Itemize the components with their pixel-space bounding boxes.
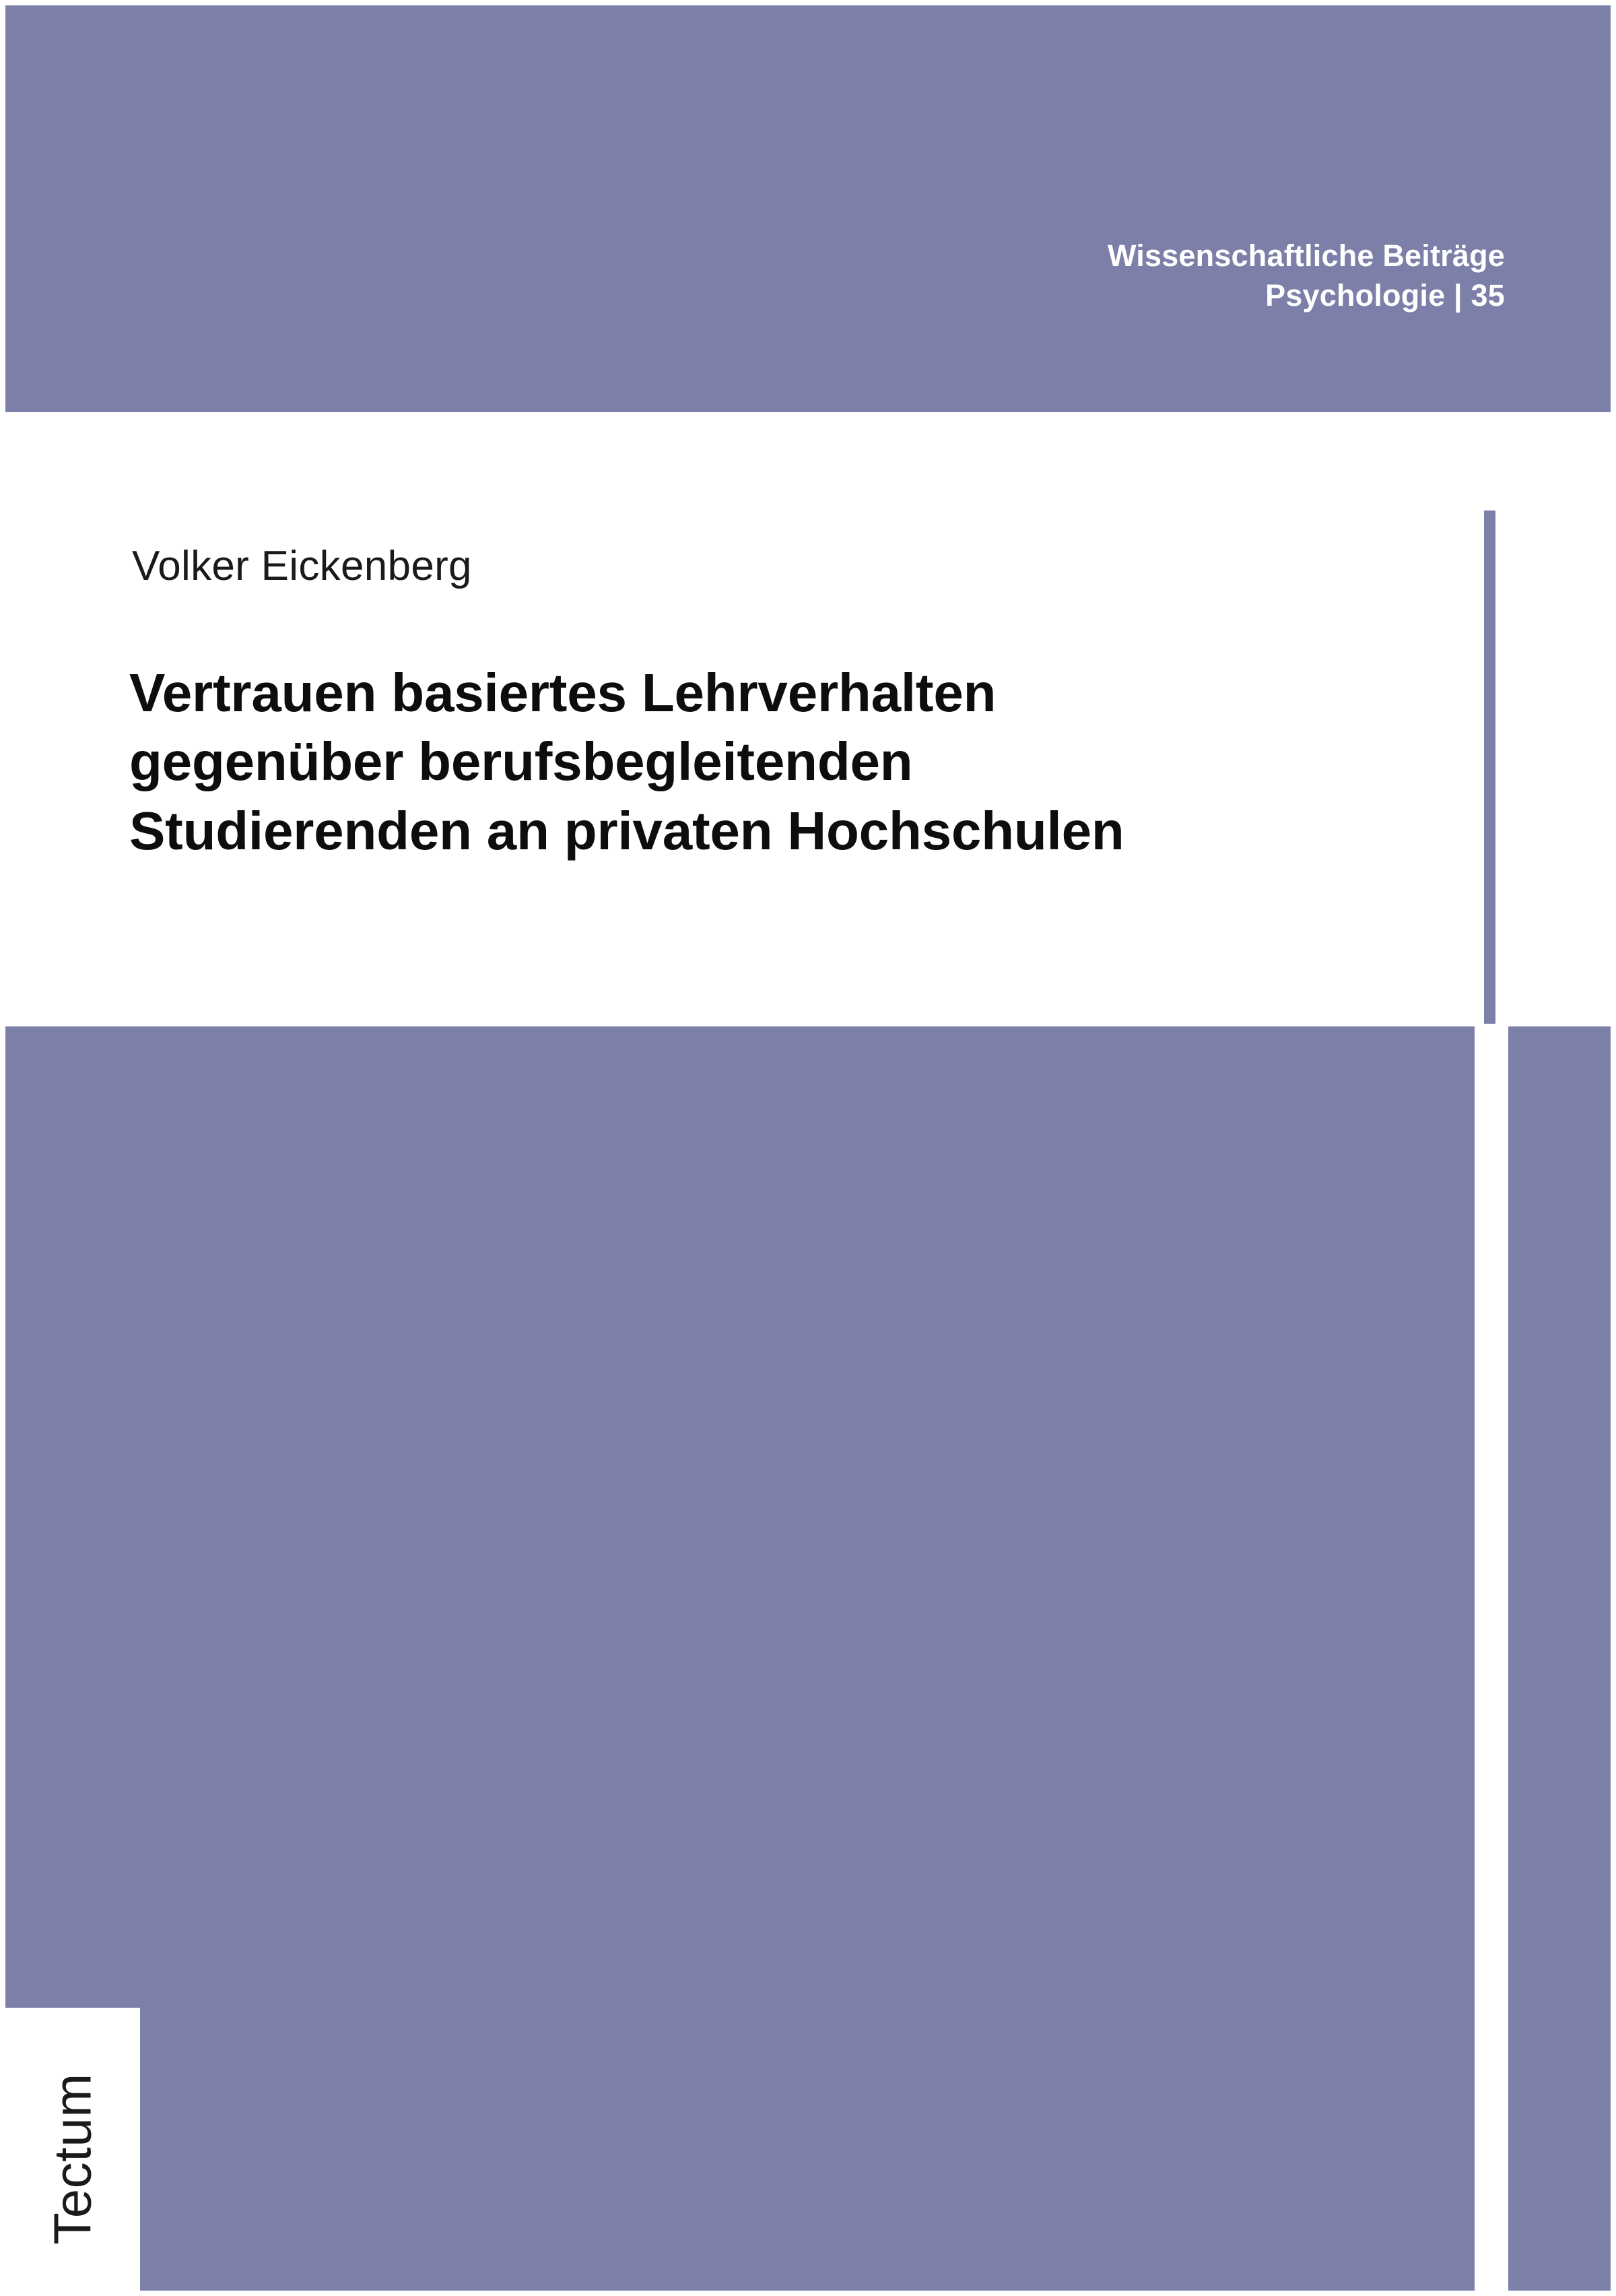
series-title: Wissenschaftliche Beiträge bbox=[1107, 238, 1505, 273]
page-margin-top bbox=[0, 0, 1616, 5]
page-margin-bottom bbox=[0, 2291, 1616, 2296]
publisher-label: Tectum bbox=[42, 2073, 102, 2245]
book-title bbox=[129, 659, 1429, 865]
publisher-logo bbox=[5, 2008, 140, 2291]
accent-bar bbox=[1484, 511, 1495, 1024]
author-name: Volker Eickenberg bbox=[132, 543, 472, 589]
series-number: Psychologie | 35 bbox=[1265, 278, 1505, 313]
right-gutter-strip bbox=[1475, 1026, 1508, 2296]
series-block bbox=[697, 236, 1505, 316]
book-title-line-2: gegenüber berufsbegleitenden bbox=[129, 731, 913, 792]
page-margin-right bbox=[1611, 0, 1616, 2296]
book-title-line-1: Vertrauen basiertes Lehrverhalten bbox=[129, 663, 997, 723]
book-title-line-3: Studierenden an privaten Hochschulen bbox=[129, 800, 1124, 861]
page-margin-left bbox=[0, 0, 5, 2296]
